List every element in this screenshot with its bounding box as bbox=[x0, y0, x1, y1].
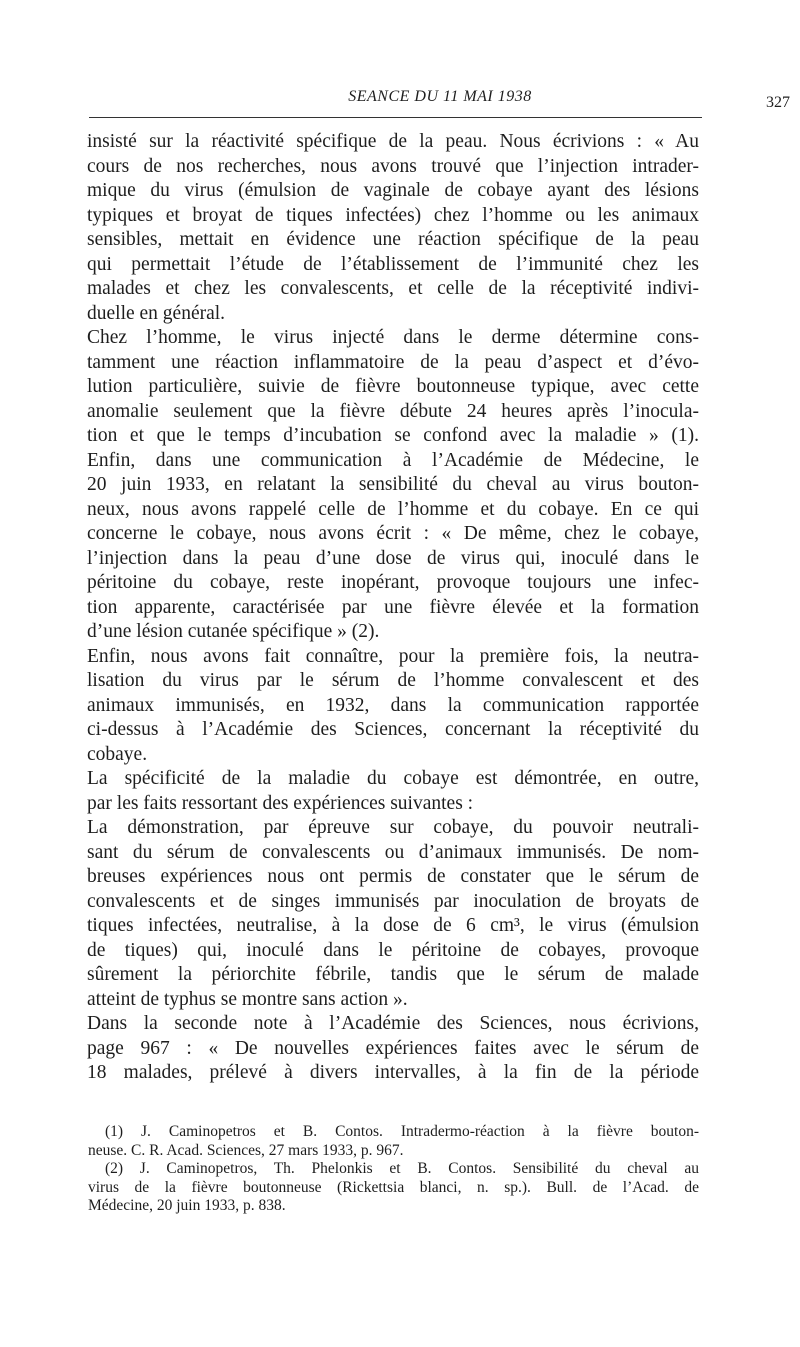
body-line: cobaye. bbox=[87, 743, 148, 765]
body-line: La démonstration, par épreuve sur cobaye, du pouvoir neutrali- bbox=[87, 817, 699, 838]
footnote-line: (1) J. Caminopetros et B. Contos. Intradermo-réaction à la fièvre bouton- bbox=[105, 1123, 699, 1140]
body-line: anomalie seulement que la fièvre débute 24 heures après l’inocula- bbox=[87, 400, 699, 422]
body-line: convalescents et de singes immunisés par inoculation de broyats de bbox=[87, 890, 699, 912]
page-header bbox=[90, 88, 790, 118]
body-line: neux, nous avons rappelé celle de l’homme et du cobaye. En ce qui bbox=[87, 498, 699, 520]
header-rule bbox=[89, 117, 702, 118]
body-line: Chez l’homme, le virus injecté dans le derme détermine cons- bbox=[87, 327, 699, 348]
footnote-line: neuse. C. R. Acad. Sciences, 27 mars 1933, p. 967. bbox=[88, 1141, 404, 1159]
body-line: page 967 : « De nouvelles expériences faites avec le sérum de bbox=[87, 1037, 699, 1059]
body-line: sûrement la périorchite fébrile, tandis que le sérum de malade bbox=[87, 964, 699, 985]
body-line: malades et chez les convalescents, et celle de la réceptivité indivi- bbox=[87, 278, 699, 299]
body-line: insisté sur la réactivité spécifique de la peau. Nous écrivions : « Au bbox=[87, 131, 699, 152]
footnotes bbox=[88, 1123, 699, 1216]
body-line: par les faits ressortant des expériences suivantes : bbox=[87, 792, 474, 814]
body-line: sensibles, mettait en évidence une réaction spécifique de la peau bbox=[87, 229, 699, 250]
body-line: 18 malades, prélevé à divers intervalles, à la fin de la période bbox=[87, 1062, 699, 1083]
body-line: breuses expériences nous ont permis de constater que le sérum de bbox=[87, 866, 699, 887]
body-line: 20 juin 1933, en relatant la sensibilité du cheval au virus bouton- bbox=[87, 474, 699, 495]
body-line: d’une lésion cutanée spécifique » (2). bbox=[87, 621, 380, 642]
page-number: 327 bbox=[766, 94, 790, 111]
body-line: Dans la seconde note à l’Académie des Sciences, nous écrivions, bbox=[87, 1013, 699, 1034]
body-line: tion et que le temps d’incubation se confond avec la maladie » (1). bbox=[87, 425, 699, 446]
body-line: Enfin, nous avons fait connaître, pour la première fois, la neutra- bbox=[87, 645, 699, 667]
body-text bbox=[87, 130, 699, 1086]
body-line: lisation du virus par le sérum de l’homme convalescent et des bbox=[87, 670, 699, 691]
body-line: La spécificité de la maladie du cobaye est démontrée, en outre, bbox=[87, 768, 699, 789]
body-line: péritoine du cobaye, reste inopérant, provoque toujours une infec- bbox=[87, 572, 699, 593]
footnote-line: virus de la fièvre boutonneuse (Rickettsia blanci, n. sp.). Bull. de l’Acad. de bbox=[88, 1178, 699, 1196]
body-line: animaux immunisés, en 1932, dans la communication rapportée bbox=[87, 694, 699, 716]
body-line: tiques infectées, neutralise, à la dose de 6 cm³, le virus (émulsion bbox=[87, 915, 699, 936]
body-line: lution particulière, suivie de fièvre boutonneuse typique, avec cette bbox=[87, 376, 699, 397]
body-line: typiques et broyat de tiques infectées) chez l’homme ou les animaux bbox=[87, 204, 699, 226]
body-line: Enfin, dans une communication à l’Académie de Médecine, le bbox=[87, 449, 699, 471]
body-line: de tiques) qui, inoculé dans le péritoine de cobayes, provoque bbox=[87, 939, 699, 961]
body-line: ci-dessus à l’Académie des Sciences, concernant la réceptivité du bbox=[87, 719, 699, 740]
body-line: concerne le cobaye, nous avons écrit : « De même, chez le cobaye, bbox=[87, 523, 699, 544]
body-line: sant du sérum de convalescents ou d’animaux immunisés. De nom- bbox=[87, 841, 699, 863]
body-line: mique du virus (émulsion de vaginale de cobaye ayant des lésions bbox=[87, 180, 699, 201]
body-line: qui permettait l’étude de l’établissement de l’immunité chez les bbox=[87, 253, 699, 275]
footnote-line: Médecine, 20 juin 1933, p. 838. bbox=[88, 1197, 286, 1214]
footnote-line: (2) J. Caminopetros, Th. Phelonkis et B. Contos. Sensibilité du cheval au bbox=[105, 1160, 699, 1177]
body-line: cours de nos recherches, nous avons trouvé que l’injection intrader- bbox=[87, 155, 699, 177]
body-line: tamment une réaction inflammatoire de la peau d’aspect et d’évo- bbox=[87, 351, 699, 373]
body-line: l’injection dans la peau d’une dose de virus qui, inoculé dans le bbox=[87, 547, 699, 569]
body-line: duelle en général. bbox=[87, 302, 226, 324]
body-line: atteint de typhus se montre sans action ». bbox=[87, 988, 408, 1010]
running-head: SEANCE DU 11 MAI 1938 bbox=[348, 88, 532, 105]
body-line: tion apparente, caractérisée par une fièvre élevée et la formation bbox=[87, 596, 699, 618]
